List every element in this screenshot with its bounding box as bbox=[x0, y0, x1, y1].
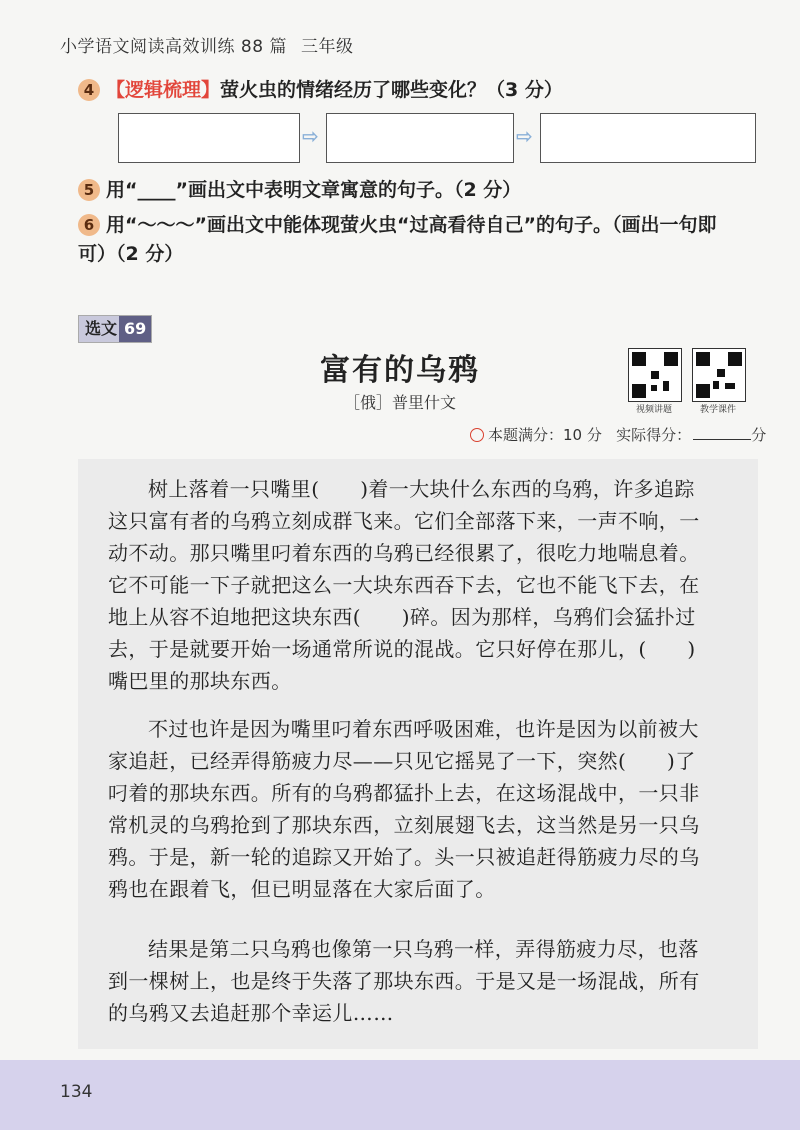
article-author: ［俄］普里什文 bbox=[343, 393, 456, 412]
book-series: 小学语文阅读高效训练 88 篇 bbox=[60, 37, 287, 57]
answer-box-3[interactable] bbox=[540, 113, 756, 163]
question-text: 用“____”画出文中表明文章寓意的句子。（2 分） bbox=[106, 179, 522, 201]
passage-box bbox=[78, 459, 758, 1049]
passage-line: 鸦也在跟着飞，但已明显落在大家后面了。 bbox=[108, 877, 496, 901]
passage-line: 到一棵树上，也是终于失落了那块东西。于是又是一场混战，所有 bbox=[108, 969, 700, 993]
question-5 bbox=[78, 176, 758, 205]
page-number: 134 bbox=[60, 1082, 93, 1102]
passage-line: 地上从容不迫地把这块东西( )碎。因为那样，乌鸦们会猛扑过 bbox=[108, 605, 696, 629]
passage-line: 鸦。于是，新一轮的追踪又开始了。头一只被追赶得筋疲力尽的乌 bbox=[108, 845, 700, 869]
passage-line: 动不动。那只嘴里叼着东西的乌鸦已经很累了，很吃力地喘息着。 bbox=[108, 541, 700, 565]
passage-line: 它不可能一下子就把这么一大块东西吞下去，它也不能飞下去，在 bbox=[108, 573, 700, 597]
arrow-right-icon: ⇨ bbox=[302, 124, 319, 148]
score-unit: 分 bbox=[751, 426, 767, 444]
passage-line: 去，于是就要开始一场通常所说的混战。它只好停在那儿，( ) bbox=[108, 637, 696, 661]
question-number: 4 bbox=[78, 79, 100, 101]
article-title: 富有的乌鸦 bbox=[320, 353, 480, 388]
badge-number: 69 bbox=[119, 316, 151, 342]
page-header bbox=[60, 32, 353, 57]
passage-line: 结果是第二只乌鸦也像第一只乌鸦一样，弄得筋疲力尽，也落 bbox=[148, 937, 699, 961]
passage-line: 嘴巴里的那块东西。 bbox=[108, 669, 292, 693]
selection-badge bbox=[78, 315, 152, 343]
qr-label-video: 视频讲题 bbox=[635, 405, 672, 415]
arrow-right-icon: ⇨ bbox=[516, 124, 533, 148]
passage-line: 叼着的那块东西。所有的乌鸦都猛扑上去，在这场混战中，一只非 bbox=[108, 781, 700, 805]
question-text-cont: 可）（2 分） bbox=[78, 243, 184, 266]
passage-line: 家追赶，已经弄得筋疲力尽——只见它摇晃了一下，突然( )了 bbox=[108, 749, 696, 773]
grade-label: 三年级 bbox=[300, 37, 354, 57]
badge-label: 选文 bbox=[85, 319, 118, 338]
question-text: 萤火虫的情绪经历了哪些变化？（3 分） bbox=[220, 79, 563, 101]
clock-icon bbox=[470, 428, 484, 442]
passage-line: 的乌鸦又去追赶那个幸运儿…… bbox=[108, 1001, 394, 1025]
score-blank[interactable] bbox=[693, 439, 751, 440]
question-6 bbox=[78, 211, 758, 270]
qr-code-courseware[interactable] bbox=[692, 348, 746, 402]
question-number: 5 bbox=[78, 179, 100, 201]
question-tag: 【逻辑梳理】 bbox=[106, 79, 221, 101]
passage-paragraph bbox=[108, 933, 728, 1029]
full-score: 本题满分：10 分 bbox=[488, 426, 602, 444]
question-4 bbox=[78, 76, 758, 105]
qr-code-video[interactable] bbox=[628, 348, 682, 402]
answer-box-2[interactable] bbox=[326, 113, 514, 163]
qr-label-courseware: 教学课件 bbox=[699, 405, 736, 415]
passage-line: 树上落着一只嘴里( )着一大块什么东西的乌鸦，许多追踪 bbox=[148, 477, 695, 501]
answer-box-1[interactable] bbox=[118, 113, 300, 163]
passage-line: 常机灵的乌鸦抢到了那块东西，立刻展翅飞去，这当然是另一只乌 bbox=[108, 813, 700, 837]
question-number: 6 bbox=[78, 214, 100, 236]
passage-paragraph bbox=[108, 713, 728, 905]
passage-paragraph bbox=[108, 473, 728, 697]
passage-line: 这只富有者的乌鸦立刻成群飞来。它们全部落下来，一声不响，一 bbox=[108, 509, 700, 533]
emotion-flow-chart bbox=[118, 113, 758, 161]
page-footer-bar bbox=[0, 1060, 800, 1130]
passage-line: 不过也许是因为嘴里叼着东西呼吸困难，也许是因为以前被大 bbox=[148, 717, 699, 741]
actual-score-label: 实际得分： bbox=[616, 426, 692, 444]
score-line bbox=[470, 424, 766, 445]
question-text: 用“～～～”画出文中能体现萤火虫“过高看待自己”的句子。（画出一句即 bbox=[106, 214, 717, 236]
